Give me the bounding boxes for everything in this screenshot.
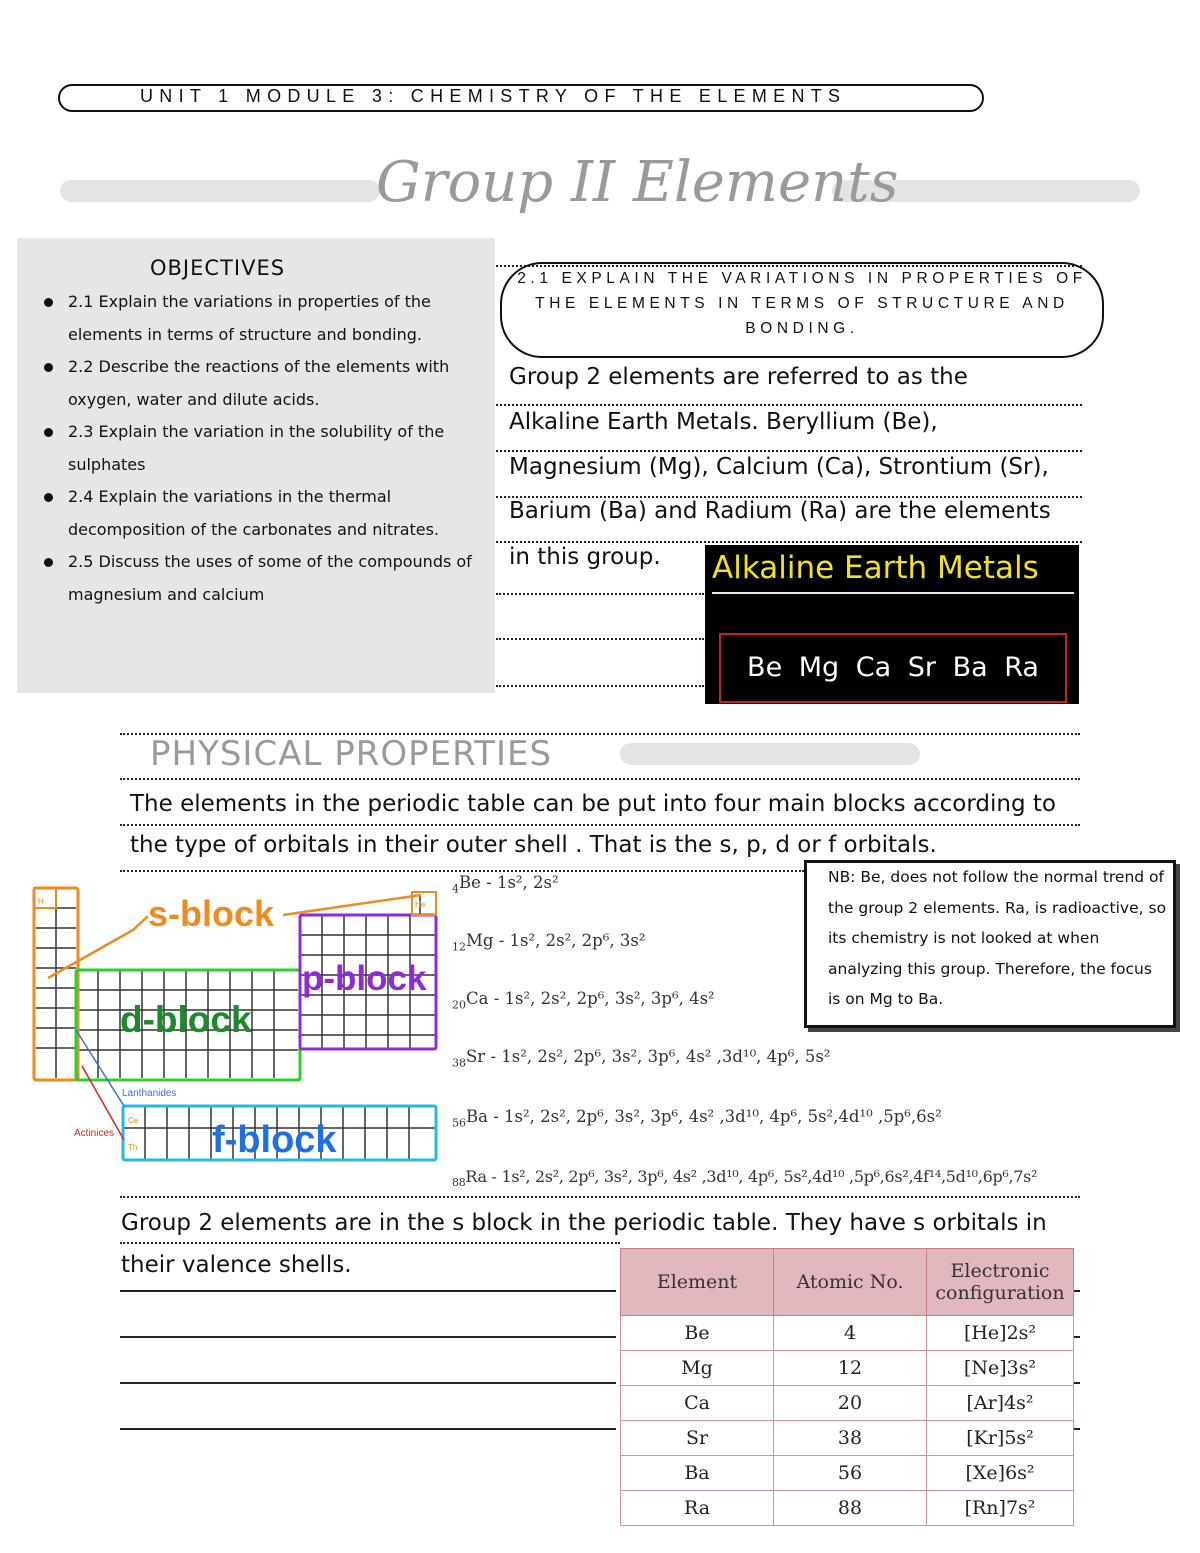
config-line: $_{20}$Ca - 1s², 2s², 2p⁶, 3s², 3p⁶, 4s² bbox=[452, 989, 715, 1012]
table-cell: Mg bbox=[621, 1351, 774, 1386]
ruled-line bbox=[496, 541, 1082, 543]
table-row bbox=[621, 1491, 1074, 1526]
physical-text-line: the type of orbitals in their outer shell . That is the s, p, d or f orbitals. bbox=[130, 832, 937, 858]
ruled-line bbox=[120, 1382, 616, 1384]
table-cell: 12 bbox=[774, 1351, 927, 1386]
table-cell: 20 bbox=[774, 1386, 927, 1421]
page-title: Group II Elements bbox=[376, 150, 899, 215]
ruled-line-stub bbox=[1074, 1428, 1080, 1430]
table-cell: [Xe]6s² bbox=[927, 1456, 1074, 1491]
ruled-line bbox=[120, 1196, 1080, 1198]
ruled-line bbox=[120, 1242, 620, 1244]
helium-label: He bbox=[415, 900, 426, 909]
column-header: Element bbox=[621, 1249, 774, 1316]
cerium-label: Ce bbox=[128, 1116, 139, 1125]
objective-item: 2.1 Explain the variations in properties of the elements in terms of structure and bonding. bbox=[42, 286, 494, 351]
objective-item: 2.5 Discuss the uses of some of the compounds of magnesium and calcium bbox=[42, 546, 494, 611]
objective-item: 2.2 Describe the reactions of the elements with oxygen, water and dilute acids. bbox=[42, 351, 494, 416]
s-block-pointer-he bbox=[283, 895, 421, 915]
table-cell: [Ar]4s² bbox=[927, 1386, 1074, 1421]
config-line: $_{12}$Mg - 1s², 2s², 2p⁶, 3s² bbox=[452, 931, 646, 954]
physical-text-line: The elements in the periodic table can be put into four main blocks according to bbox=[130, 791, 1056, 817]
table-row bbox=[621, 1351, 1074, 1386]
section-text-line: Barium (Ba) and Radium (Ra) are the elements bbox=[509, 498, 1051, 524]
alkaline-earth-underline bbox=[712, 592, 1074, 594]
column-header: Atomic No. bbox=[774, 1249, 927, 1316]
f-block-label: f-block bbox=[212, 1119, 337, 1161]
objective-item: 2.4 Explain the variations in the thermal decomposition of the carbonates and nitrates. bbox=[42, 481, 494, 546]
section-text-line: Group 2 elements are referred to as the bbox=[509, 364, 968, 390]
actinides-label: Actinices bbox=[74, 1128, 115, 1139]
p-block-label: p-block bbox=[302, 959, 427, 998]
table-row bbox=[621, 1421, 1074, 1456]
section-title: 2.1 EXPLAIN THE VARIATIONS IN PROPERTIES OF THE ELEMENTS IN TERMS OF STRUCTURE AND BONDING. bbox=[517, 270, 1087, 337]
ruled-line bbox=[496, 450, 1082, 452]
title-decor-left bbox=[60, 180, 380, 202]
heading-decor-bar bbox=[620, 743, 920, 765]
ruled-line bbox=[120, 778, 1080, 780]
section-text-line: Magnesium (Mg), Calcium (Ca), Strontium (Sr), bbox=[509, 454, 1049, 480]
ruled-line bbox=[496, 593, 704, 595]
ruled-line-stub bbox=[1074, 1382, 1080, 1384]
objectives-heading: OBJECTIVES bbox=[150, 256, 286, 280]
lanthanides-label: Lanthanides bbox=[122, 1088, 177, 1099]
table-cell: [Rn]7s² bbox=[927, 1491, 1074, 1526]
thorium-label: Th bbox=[128, 1143, 138, 1152]
ruled-line bbox=[120, 870, 804, 872]
table-cell: 4 bbox=[774, 1316, 927, 1351]
table-cell: Sr bbox=[621, 1421, 774, 1456]
table-cell: [Kr]5s² bbox=[927, 1421, 1074, 1456]
table-header-row bbox=[621, 1249, 1074, 1316]
table-cell: Ca bbox=[621, 1386, 774, 1421]
ruled-line bbox=[120, 1428, 616, 1430]
ruled-line bbox=[496, 404, 1082, 406]
objective-item: 2.3 Explain the variation in the solubility of the sulphates bbox=[42, 416, 494, 481]
table-cell: 88 bbox=[774, 1491, 927, 1526]
ruled-line-stub bbox=[1074, 1336, 1080, 1338]
column-header: Electronic configuration bbox=[927, 1249, 1074, 1316]
table-cell: Ra bbox=[621, 1491, 774, 1526]
table-cell: Be bbox=[621, 1316, 774, 1351]
table-cell: Ba bbox=[621, 1456, 774, 1491]
ruled-line bbox=[120, 1336, 616, 1338]
table-cell: 38 bbox=[774, 1421, 927, 1456]
table-cell: 56 bbox=[774, 1456, 927, 1491]
section-text-line: in this group. bbox=[509, 544, 661, 570]
ruled-line bbox=[120, 1290, 616, 1292]
s-block-label: s-block bbox=[148, 893, 275, 934]
d-block-label: d-block bbox=[120, 999, 252, 1040]
config-line: $_{88}$Ra - 1s², 2s², 2p⁶, 3s², 3p⁶, 4s² ,3d¹⁰, 4p⁶, 5s²,4d¹⁰ ,5p⁶,6s²,4f¹⁴,5d¹⁰,6p⁶,7s² bbox=[452, 1167, 1038, 1190]
nb-note: NB: Be, does not follow the normal trend of the group 2 elements. Ra, is radioactive, so its chemistry is not looked at when analyzing this group. Therefore, the focus is on Mg to Ba. bbox=[828, 868, 1167, 1008]
electronic-configuration-table bbox=[620, 1248, 1074, 1526]
physical-properties-heading: PHYSICAL PROPERTIES bbox=[150, 734, 553, 774]
ruled-line-stub bbox=[1074, 1290, 1080, 1292]
section-text-line: Alkaline Earth Metals. Beryllium (Be), bbox=[509, 409, 938, 435]
periodic-block-diagram bbox=[28, 880, 440, 1165]
ruled-line bbox=[496, 638, 704, 640]
ruled-line bbox=[120, 824, 1080, 826]
objectives-list bbox=[42, 286, 494, 611]
ruled-line bbox=[496, 685, 704, 687]
config-line: $_{56}$Ba - 1s², 2s², 2p⁶, 3s², 3p⁶, 4s² ,3d¹⁰, 4p⁶, 5s²,4d¹⁰ ,5p⁶,6s² bbox=[452, 1107, 942, 1130]
table-cell: [He]2s² bbox=[927, 1316, 1074, 1351]
alkaline-earth-elements: Be Mg Ca Sr Ba Ra bbox=[747, 652, 1039, 683]
table-row bbox=[621, 1316, 1074, 1351]
table-cell: [Ne]3s² bbox=[927, 1351, 1074, 1386]
hydrogen-label: H bbox=[38, 897, 44, 906]
s-block-text-line: their valence shells. bbox=[121, 1252, 352, 1278]
table-row bbox=[621, 1456, 1074, 1491]
config-line: $_4$Be - 1s², 2s² bbox=[452, 873, 559, 896]
config-line: $_{38}$Sr - 1s², 2s², 2p⁶, 3s², 3p⁶, 4s² ,3d¹⁰, 4p⁶, 5s² bbox=[452, 1047, 831, 1070]
alkaline-earth-title: Alkaline Earth Metals bbox=[712, 550, 1039, 586]
s-block-text-line: Group 2 elements are in the s block in the periodic table. They have s orbitals in bbox=[121, 1210, 1047, 1236]
unit-title: UNIT 1 MODULE 3: CHEMISTRY OF THE ELEMENTS bbox=[140, 86, 847, 106]
table-row bbox=[621, 1386, 1074, 1421]
